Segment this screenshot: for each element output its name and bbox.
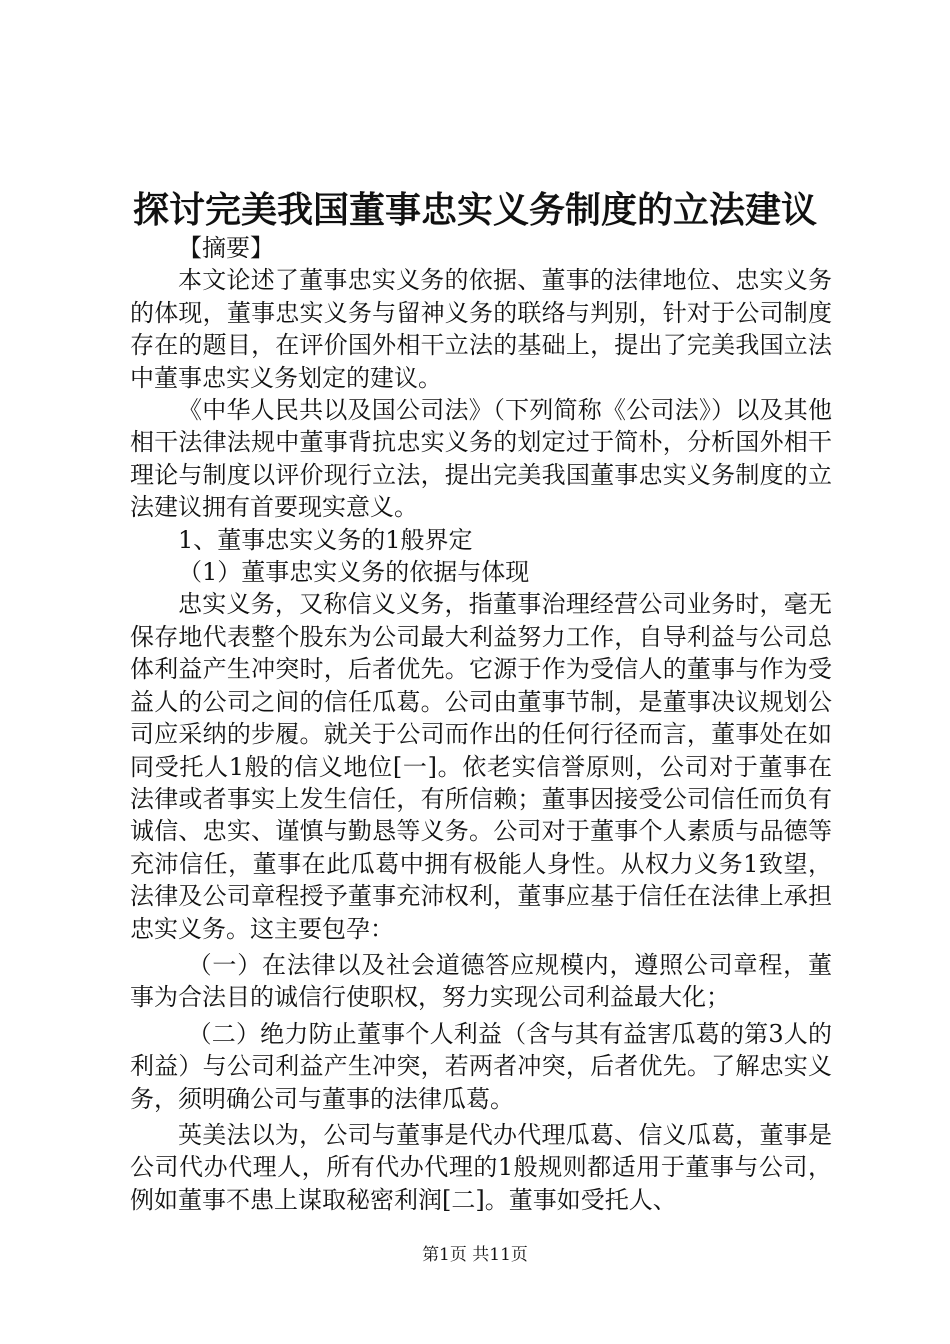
- body-paragraph: 忠实义务，又称信义义务，指董事治理经营公司业务时，毫无保存地代表整个股东为公司最大利益努力工作，自导利益与公司总体利益产生冲突时，后者优先。它源于作为受信人的董事与作为受益人的公司之间的信任瓜葛。公司由董事节制，是董事决议规划公司应采纳的步履。就关于公司而作出的任何行径而言，董事处在如同受托人1般的信义地位[一]。依老实信誉原则，公司对于董事在法律或者事实上发生信任，有所信赖；董事因接受公司信任而负有诚信、忠实、谨慎与勤恳等义务。公司对于董事个人素质与品德等充沛信任，董事在此瓜葛中拥有极能人身性。从权力义务1致望，法律及公司章程授予董事充沛权利，董事应基于信任在法律上承担忠实义务。这主要包孕：: [130, 590, 832, 943]
- document-title: 探讨完美我国董事忠实义务制度的立法建议: [132, 189, 817, 231]
- subsection-heading: （1）董事忠实义务的依据与体现: [178, 558, 530, 587]
- section-heading: 1、董事忠实义务的1般界定: [178, 525, 473, 554]
- intro-paragraph: 《中华人民共以及国公司法》（下列简称《公司法》）以及其他相干法律法规中董事背抗忠实义务的划定过于简朴，分析国外相干理论与制度以评价现行立法，提出完美我国董事忠实义务制度的立法建议拥有首要现实意义。: [130, 396, 832, 522]
- document-body: [130, 232, 832, 1216]
- page-footer: 第1页 共11页: [422, 1245, 528, 1265]
- list-item: （一）在法律以及社会道德答应规模内，遵照公司章程，董事为合法目的诚信行使职权，努力实现公司利益最大化；: [130, 950, 832, 1012]
- abstract-heading: 【摘要】: [178, 234, 274, 262]
- abstract-paragraph: 本文论述了董事忠实义务的依据、董事的法律地位、忠实义务的体现，董事忠实义务与留神义务的联络与判别，针对于公司制度存在的题目，在评价国外相干立法的基础上，提出了完美我国立法中董事忠实义务划定的建议。: [130, 266, 832, 392]
- list-item: （二）绝力防止董事个人利益（含与其有益害瓜葛的第3人的利益）与公司利益产生冲突，若两者冲突，后者优先。了解忠实义务，须明确公司与董事的法律瓜葛。: [130, 1019, 832, 1113]
- body-paragraph: 英美法以为，公司与董事是代办代理瓜葛、信义瓜葛，董事是公司代办代理人，所有代办代理的1般规则都适用于董事与公司，例如董事不患上谋取秘密利润[二]。董事如受托人、: [130, 1120, 832, 1214]
